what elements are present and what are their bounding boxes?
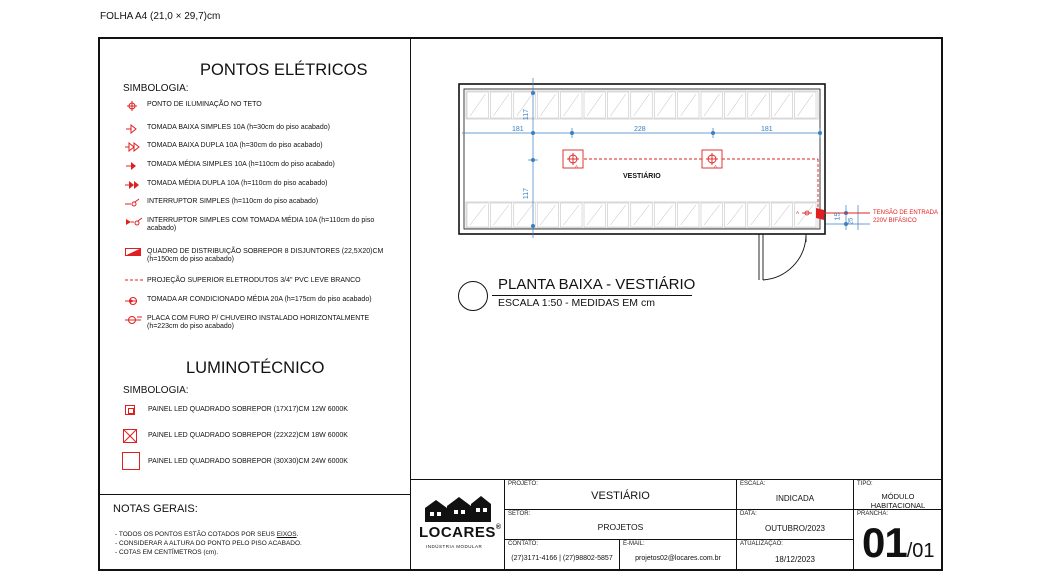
tile-hatch — [587, 94, 602, 116]
dim-25: 25 — [848, 217, 855, 225]
entry-voltage-note: 220V BIFÁSICO — [873, 218, 917, 224]
point-tag: A — [575, 164, 579, 169]
legend-item-text: INTERRUPTOR SIMPLES (h=110cm do piso acabado) — [147, 198, 319, 205]
email-value: projetos02@locares.com.br — [635, 555, 721, 562]
tile-hatch — [634, 205, 649, 225]
data-value: OUTUBRO/2023 — [764, 524, 826, 533]
tile-hatch — [470, 94, 485, 116]
light-point-right — [702, 150, 722, 168]
legend-item — [125, 124, 395, 134]
entry-voltage-note: TENSÃO DE ENTRADA — [873, 210, 939, 216]
legend-item — [125, 161, 395, 171]
legend-item-text: TOMADA BAIXA SIMPLES 10A (h=30cm do piso acabado) — [147, 124, 330, 131]
legend-item — [125, 315, 395, 331]
distribution-board-icon — [125, 248, 147, 258]
tile-hatch — [540, 205, 555, 225]
tile-hatch — [587, 205, 602, 225]
contato-value: (27)3171-4166 | (27)98802-5857 — [511, 555, 613, 562]
tile-hatch — [493, 94, 508, 116]
tipo-label: TIPO: — [857, 481, 873, 487]
tile-hatch — [657, 205, 672, 225]
note-line-1: - TODOS OS PONTOS ESTÃO COTADOS POR SEUS EIXOS. — [115, 531, 299, 538]
legend-title: PONTOS ELÉTRICOS — [200, 61, 368, 79]
dim-181-left: 181 — [512, 126, 524, 133]
switch-with-socket-icon — [125, 217, 147, 227]
notes-divider — [99, 494, 410, 495]
legend-item — [125, 296, 395, 306]
tile-hatch — [704, 205, 719, 225]
plan-title-underline — [492, 295, 692, 296]
legend-divider — [410, 38, 411, 570]
tile-hatch — [634, 94, 649, 116]
legend-item — [125, 101, 395, 111]
door — [759, 234, 806, 280]
sheet-size-label: FOLHA A4 (21,0 × 29,7)cm — [100, 11, 221, 22]
tile-hatch — [493, 205, 508, 225]
legend-item — [125, 217, 395, 233]
tile-hatch — [517, 205, 532, 225]
mid-socket-double-icon — [125, 180, 147, 190]
projeto-label: PROJETO: — [508, 481, 538, 487]
led-panel-17-icon — [125, 405, 135, 415]
lumino-simbologia: SIMBOLOGIA: — [123, 385, 189, 396]
tile-hatch — [564, 205, 579, 225]
mid-socket-single-icon — [125, 161, 147, 171]
led-panel-30-icon — [122, 452, 140, 470]
tile-hatch — [774, 205, 789, 225]
tile-hatch — [704, 94, 719, 116]
projeto-value: VESTIÁRIO — [591, 490, 650, 502]
data-label: DATA: — [740, 511, 757, 517]
lumino-item-text: PAINEL LED QUADRADO SOBREPOR (17X17)CM 12W 6000K — [148, 406, 348, 413]
logo-text: LOCARES® — [419, 524, 502, 541]
tile-hatch — [470, 205, 485, 225]
conduit-projection-icon — [125, 277, 147, 287]
light-point-left — [563, 150, 583, 168]
plan-scale: ESCALA 1:50 - MEDIDAS EM cm — [498, 297, 655, 309]
lumino-item-text: PAINEL LED QUADRADO SOBREPOR (30X30)CM 24W 6000K — [148, 458, 348, 465]
atualizacao-label: ATUALIZAÇÃO: — [740, 541, 783, 547]
shower-plate-icon — [125, 315, 147, 325]
email-label: E-MAIL: — [623, 541, 645, 547]
tile-hatch — [540, 94, 555, 116]
legend-item-text: PONTO DE ILUMINAÇÃO NO TETO — [147, 101, 262, 108]
dim-117-left: 117 — [523, 187, 531, 200]
notes-title: NOTAS GERAIS: — [113, 503, 198, 515]
legend-item — [125, 142, 395, 152]
legend-item-text: PROJEÇÃO SUPERIOR ELETRODUTOS 3/4" PVC LEVE BRANCO — [147, 277, 361, 284]
note-line-3: - COTAS EM CENTÍMETROS (cm). — [115, 549, 219, 556]
logo-subtitle: INDÚSTRIA MODULAR — [426, 544, 483, 549]
conduit-run — [584, 159, 818, 210]
dim-117-top: 117 — [523, 108, 531, 121]
ceiling-light-point-icon — [125, 101, 147, 111]
escala-value: INDICADA — [775, 494, 815, 503]
dim-228: 228 — [634, 126, 646, 133]
lumino-title: LUMINOTÉCNICO — [186, 359, 325, 377]
tile-hatch — [610, 94, 625, 116]
note-line-2: - CONSIDERAR A ALTURA DO PONTO PELO PISO ACABADO. — [115, 540, 302, 547]
prancha-number: 01/01 — [862, 519, 935, 566]
dim-15: 15 — [834, 212, 842, 221]
tile-hatch — [610, 205, 625, 225]
room-name: VESTIÁRIO — [623, 173, 661, 180]
legend-item — [125, 198, 395, 208]
simple-switch-icon — [125, 198, 147, 208]
legend-item-text: TOMADA MÉDIA SIMPLES 10A (h=110cm do piso acabado) — [147, 161, 335, 168]
legend-item-text: TOMADA BAIXA DUPLA 10A (h=30cm do piso acabado) — [147, 142, 323, 149]
plan-title-circle — [458, 281, 488, 311]
tile-hatch — [774, 94, 789, 116]
floor-plan — [412, 70, 940, 285]
low-socket-single-icon — [125, 124, 147, 134]
tile-hatch — [564, 94, 579, 116]
legend-simbologia: SIMBOLOGIA: — [123, 83, 189, 94]
legend-item-text: TOMADA AR CONDICIONADO MÉDIA 20A (h=175cm do piso acabado) — [147, 296, 372, 303]
plan-title: PLANTA BAIXA - VESTIÁRIO — [498, 276, 696, 293]
tile-hatch — [798, 94, 813, 116]
point-tag: A — [796, 210, 800, 215]
led-panel-22-icon — [123, 429, 137, 443]
ac-socket-icon — [125, 296, 147, 306]
legend-item-text: PLACA COM FURO P/ CHUVEIRO INSTALADO HORIZONTALMENTE (h=223cm do piso acabado) — [147, 315, 370, 330]
tile-hatch — [681, 205, 696, 225]
atualizacao-value: 18/12/2023 — [774, 555, 816, 564]
legend-item-text: TOMADA MÉDIA DUPLA 10A (h=110cm do piso acabado) — [147, 180, 328, 187]
tile-hatch — [727, 205, 742, 225]
tile-hatch — [727, 94, 742, 116]
legend-item — [125, 180, 395, 190]
tile-hatch — [681, 94, 696, 116]
legend-item — [125, 248, 395, 264]
tile-hatch — [751, 205, 766, 225]
setor-label: SETOR: — [508, 511, 531, 517]
tile-hatch — [751, 94, 766, 116]
prancha-label: PRANCHA: — [857, 511, 889, 517]
tile-hatch — [657, 94, 672, 116]
titleblock-top — [411, 479, 942, 480]
tile-hatch — [798, 205, 813, 225]
legend-item-text: INTERRUPTOR SIMPLES COM TOMADA MÉDIA 10A (h=110cm do piso acabado) — [147, 217, 375, 232]
dim-181-right: 181 — [761, 126, 773, 133]
point-tag: A — [714, 164, 718, 169]
escala-label: ESCALA: — [740, 481, 766, 487]
contato-label: CONTATO: — [508, 541, 538, 547]
lumino-item-text: PAINEL LED QUADRADO SOBREPOR (22X22)CM 18W 6000K — [148, 432, 348, 439]
legend-item-text: QUADRO DE DISTRIBUIÇÃO SOBREPOR 8 DISJUNTORES (22,5X20)CM (h=150cm do piso acabado) — [147, 248, 384, 263]
tipo-value: MÓDULO HABITACIONAL — [870, 492, 926, 510]
locares-logo-icon — [425, 496, 491, 522]
switch-and-board — [802, 208, 824, 220]
legend-item — [125, 277, 395, 287]
low-socket-double-icon — [125, 142, 147, 152]
setor-value: PROJETOS — [597, 522, 644, 532]
